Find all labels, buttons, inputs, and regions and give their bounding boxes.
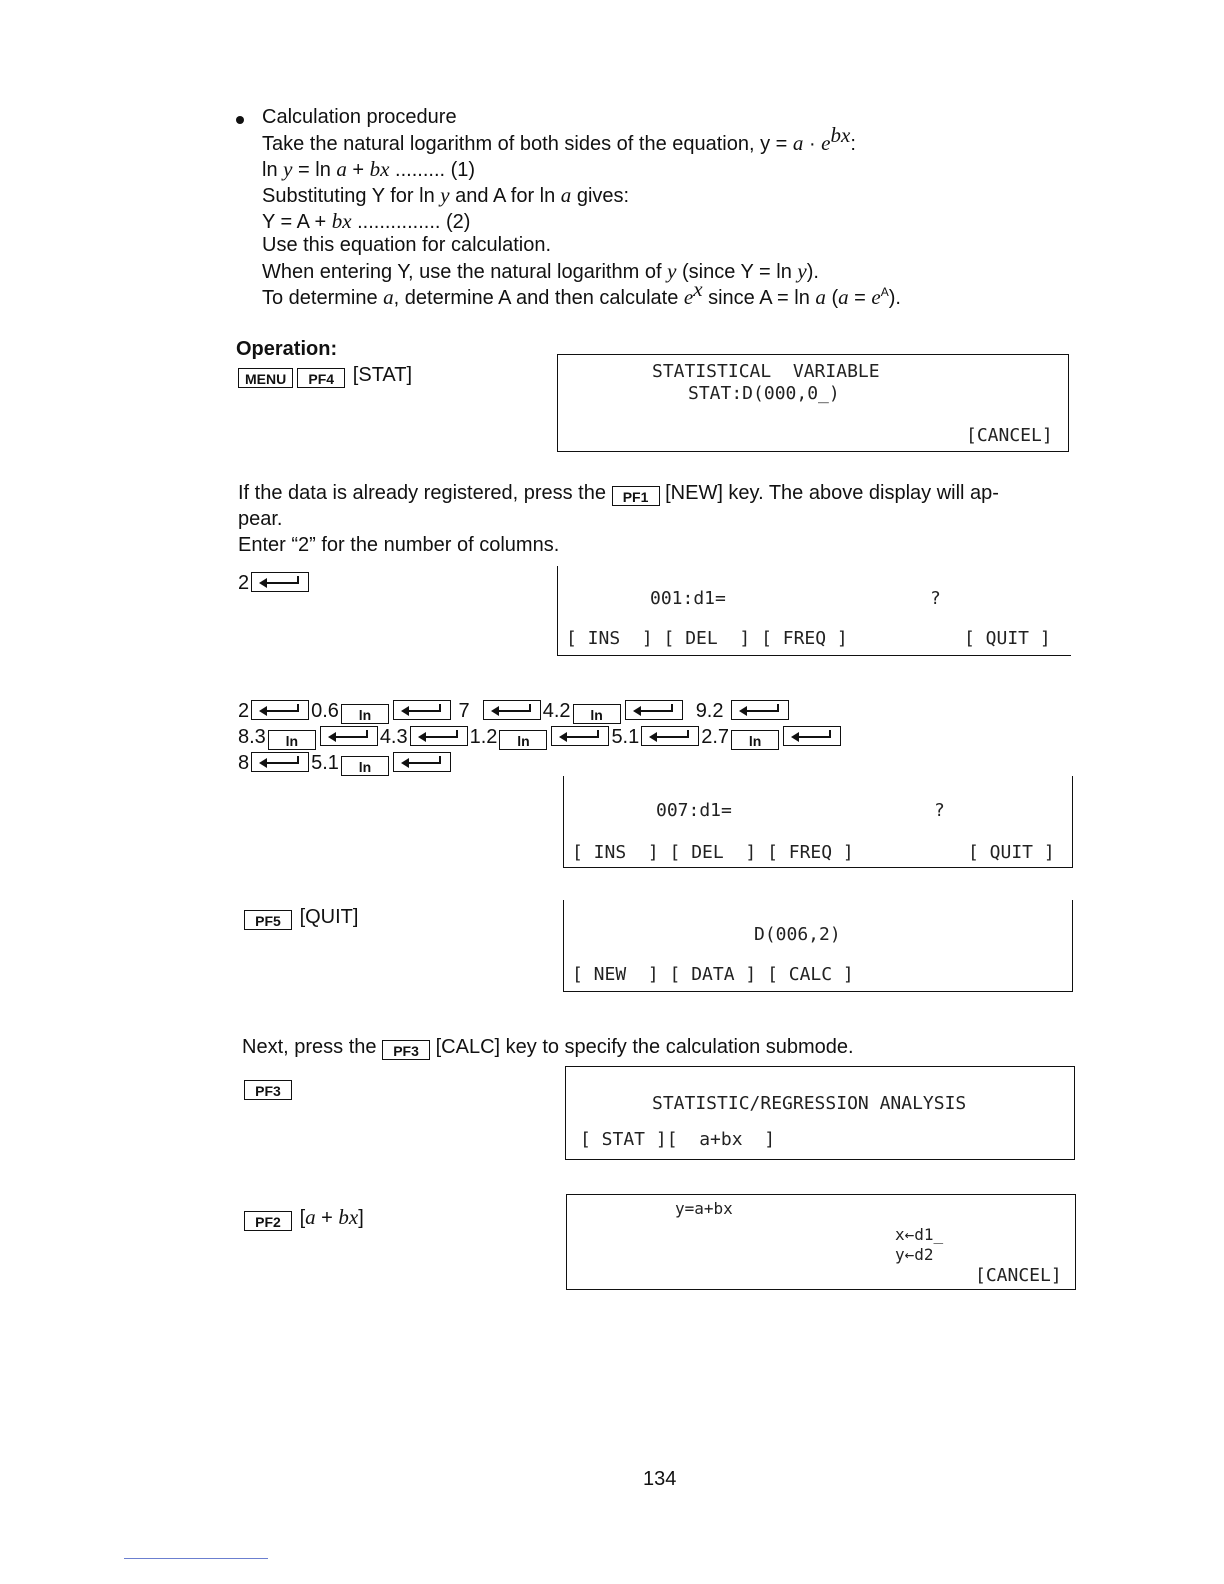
enter-arrow-icon xyxy=(400,755,446,769)
lcd-line: y=a+bx xyxy=(675,1199,733,1218)
calc-line-5: Use this equation for calculation. xyxy=(262,234,552,256)
calc-line-4 xyxy=(262,208,470,235)
text: ] xyxy=(358,1207,364,1229)
text: To determine xyxy=(262,287,384,309)
step-pf3 xyxy=(242,1074,294,1100)
text: ( xyxy=(825,287,839,309)
lcd-menu: [ INS ] [ DEL ] [ FREQ ] xyxy=(572,842,854,863)
footer-rule xyxy=(124,1558,268,1559)
pf4-key[interactable]: PF4 xyxy=(297,368,345,388)
lcd-data-entry-007 xyxy=(563,776,1073,868)
calc-line-7 xyxy=(262,277,901,311)
enter-arrow-icon xyxy=(632,703,678,717)
step-menu-pf4 xyxy=(236,362,412,388)
value: 9.2 xyxy=(695,700,724,722)
text: since A = ln xyxy=(702,287,816,309)
enter-key[interactable] xyxy=(625,700,683,720)
var-y: y xyxy=(283,157,293,181)
lcd-line: D(006,2) xyxy=(754,924,841,945)
exponent: bx xyxy=(830,123,851,147)
ln-key[interactable]: ln xyxy=(573,704,621,724)
var-e: e xyxy=(871,285,881,309)
calc-heading: Calculation procedure xyxy=(262,106,457,128)
enter-arrow-icon xyxy=(258,703,304,717)
enter-key[interactable] xyxy=(551,726,609,746)
enter-key[interactable] xyxy=(393,752,451,772)
var-a: a xyxy=(560,183,572,207)
calc-line-1 xyxy=(262,123,856,157)
enter-key[interactable] xyxy=(251,752,309,772)
lcd-menu: [ INS ] [ DEL ] [ FREQ ] xyxy=(566,628,848,649)
var-bx: bx xyxy=(369,157,390,181)
ln-key[interactable]: ln xyxy=(268,730,316,750)
enter-arrow-icon xyxy=(648,729,694,743)
enter-key[interactable] xyxy=(483,700,541,720)
value: 0.6 xyxy=(311,700,339,722)
var-a: a xyxy=(815,285,826,309)
enter-arrow-icon xyxy=(490,703,536,717)
value: 4.2 xyxy=(542,700,571,722)
ln-key[interactable]: ln xyxy=(341,704,389,724)
var-y: y xyxy=(797,259,807,283)
note-line-3: Enter “2” for the number of columns. xyxy=(238,534,560,556)
lcd-data-entry-001 xyxy=(557,566,1071,656)
enter-arrow-icon xyxy=(258,755,304,769)
pf3-key[interactable]: PF3 xyxy=(244,1080,292,1100)
text: ln xyxy=(262,159,284,181)
var-a: a xyxy=(305,1205,316,1229)
text: [ xyxy=(299,1207,306,1229)
var-a: a xyxy=(838,285,849,309)
exponent: x xyxy=(693,277,703,301)
text: ............... (2) xyxy=(351,211,471,233)
lcd-quit: [ QUIT ] xyxy=(964,628,1051,649)
var-bx: bx xyxy=(338,1205,359,1229)
text: · xyxy=(803,133,822,155)
text: ). xyxy=(806,261,819,283)
ln-key[interactable]: ln xyxy=(499,730,547,750)
enter-arrow-icon xyxy=(327,729,373,743)
var-y: y xyxy=(440,183,450,207)
bullet-icon xyxy=(236,116,244,124)
enter-arrow-icon xyxy=(558,729,604,743)
digit: 2 xyxy=(238,572,250,594)
data-sequence-line-2 xyxy=(238,724,843,750)
lcd-menu: [ STAT ][ a+bx ] xyxy=(580,1129,776,1150)
enter-arrow-icon xyxy=(790,729,836,743)
lcd-line: STAT:D(000,0_) xyxy=(688,383,840,404)
lcd-regression-setup xyxy=(566,1194,1076,1290)
step-pf2 xyxy=(242,1204,364,1231)
text: If the data is already registered, press the xyxy=(238,482,612,504)
next-line xyxy=(242,1034,854,1060)
enter-key[interactable] xyxy=(641,726,699,746)
enter-arrow-icon xyxy=(738,703,784,717)
lcd-quit: [ QUIT ] xyxy=(968,842,1055,863)
step-enter-columns xyxy=(238,570,311,596)
enter-key[interactable] xyxy=(320,726,378,746)
value: 5.1 xyxy=(611,726,640,748)
enter-key[interactable] xyxy=(410,726,468,746)
enter-key[interactable] xyxy=(393,700,451,720)
ln-key[interactable]: ln xyxy=(341,756,389,776)
lcd-question: ? xyxy=(930,588,941,609)
text: : xyxy=(850,133,856,155)
text: ......... (1) xyxy=(389,159,476,181)
step-quit xyxy=(242,904,358,930)
text: and A for ln xyxy=(449,185,561,207)
value: 7 xyxy=(458,700,470,722)
enter-key[interactable] xyxy=(731,700,789,720)
pf5-key[interactable]: PF5 xyxy=(244,910,292,930)
pf2-key[interactable]: PF2 xyxy=(244,1211,292,1231)
text: , determine A and then calculate xyxy=(393,287,684,309)
enter-key[interactable] xyxy=(783,726,841,746)
lcd-line: STATISTIC/REGRESSION ANALYSIS xyxy=(652,1093,967,1114)
lcd-question: ? xyxy=(934,800,945,821)
data-sequence-line-3 xyxy=(238,750,453,776)
text: + xyxy=(346,159,370,181)
text: = xyxy=(848,287,872,309)
ln-key[interactable]: ln xyxy=(731,730,779,750)
calc-line-6 xyxy=(262,258,819,285)
data-sequence-line-1 xyxy=(238,698,791,724)
lcd-regression-analysis xyxy=(565,1066,1075,1160)
value: 5.1 xyxy=(311,752,339,774)
var-a: a xyxy=(383,285,394,309)
text: Take the natural logarithm of both sides of the equation, y = xyxy=(262,133,793,155)
lcd-line: STATISTICAL VARIABLE xyxy=(652,361,880,382)
lcd-statistical-variable xyxy=(557,354,1069,452)
text: (since Y = ln xyxy=(676,261,798,283)
calc-line-2 xyxy=(262,156,475,183)
var-e: e xyxy=(683,285,694,309)
pf1-key[interactable]: PF1 xyxy=(612,486,660,506)
var-a: a xyxy=(792,131,804,155)
lcd-line: y←d2 xyxy=(895,1245,934,1264)
text: gives: xyxy=(571,185,630,207)
lcd-data-summary xyxy=(563,900,1073,992)
text: = ln xyxy=(292,159,337,181)
value: 2.7 xyxy=(701,726,730,748)
lcd-prompt: 007:d1= xyxy=(656,800,732,821)
value: 2 xyxy=(238,700,250,722)
enter-key[interactable] xyxy=(251,572,309,592)
enter-arrow-icon xyxy=(258,575,304,589)
note-line-2: pear. xyxy=(238,508,283,530)
value: 8.3 xyxy=(238,726,266,748)
exponent: A xyxy=(880,285,889,299)
pf3-key[interactable]: PF3 xyxy=(382,1040,430,1060)
text: [NEW] key. The above display will ap- xyxy=(659,482,999,504)
text: [CALC] key to specify the calculation submode. xyxy=(430,1036,854,1058)
note-line-1 xyxy=(238,480,999,506)
var-e: e xyxy=(821,131,831,155)
text: ). xyxy=(888,287,901,309)
value: 8 xyxy=(238,752,250,774)
text: + xyxy=(315,1207,339,1229)
lcd-cancel: [CANCEL] xyxy=(966,425,1053,446)
enter-key[interactable] xyxy=(251,700,309,720)
text: When entering Y, use the natural logarithm of xyxy=(262,261,668,283)
value: 1.2 xyxy=(469,726,498,748)
var-bx: bx xyxy=(331,209,352,233)
enter-arrow-icon xyxy=(400,703,446,717)
var-y: y xyxy=(667,259,677,283)
lcd-line: x←d1_ xyxy=(895,1225,944,1244)
page-number: 134 xyxy=(643,1468,677,1490)
value: 4.3 xyxy=(379,726,408,748)
text: Substituting Y for ln xyxy=(262,185,441,207)
lcd-menu: [ NEW ] [ DATA ] [ CALC ] xyxy=(572,964,854,985)
menu-key[interactable]: MENU xyxy=(238,368,293,388)
var-a: a xyxy=(336,157,347,181)
calc-line-3 xyxy=(262,182,629,209)
text: Y = A + xyxy=(262,211,332,233)
enter-arrow-icon xyxy=(417,729,463,743)
lcd-prompt: 001:d1= xyxy=(650,588,726,609)
quit-label: [QUIT] xyxy=(299,906,359,928)
lcd-cancel: [CANCEL] xyxy=(975,1265,1062,1286)
operation-heading: Operation: xyxy=(236,338,338,360)
stat-label: [STAT] xyxy=(352,364,413,386)
text: Next, press the xyxy=(242,1036,383,1058)
